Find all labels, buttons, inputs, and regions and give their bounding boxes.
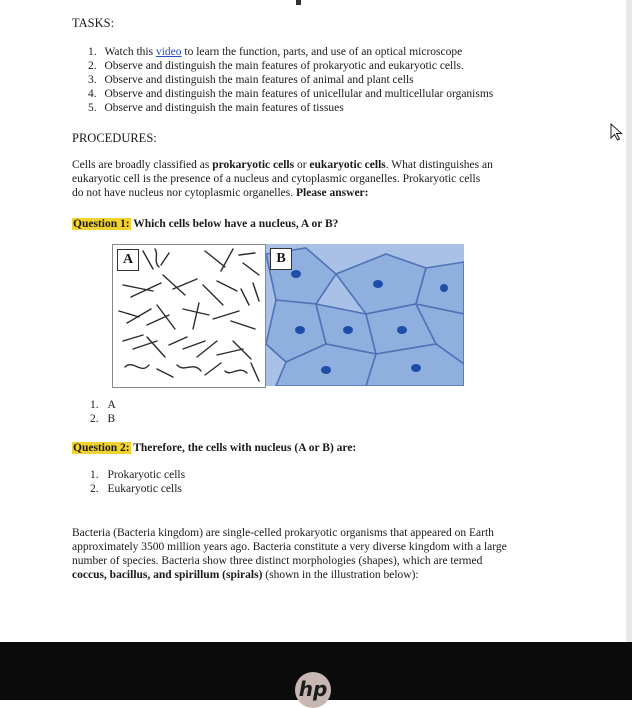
option-text: Eukaryotic cells [107,483,182,495]
task-text: to learn the function, parts, and use of an optical microscope [181,46,463,58]
question-2-text: Therefore, the cells with nucleus (A or B) are: [130,442,357,454]
task-text: Observe and distinguish the main features of unicellular and multicellular organisms [104,88,494,100]
task-item-4 [88,87,493,101]
bacteria-shapes: coccus, bacillus, and spirillum (spirals) [72,569,263,581]
procedures-line-1 [72,158,493,172]
question-1-text: Which cells below have a nucleus, A or B? [130,218,339,230]
question-2-option-1[interactable] [90,468,185,482]
bacteria-line-2: approximately 3500 million years ago. Bacteria constitute a very diverse kingdom with a large [72,541,507,553]
task-text: Watch this [104,46,156,58]
body-text: Cells are broadly classified as [72,159,213,171]
image-b-label: B [270,248,292,270]
question-1 [72,217,338,231]
prokaryotic-cells-image [112,244,266,388]
option-number: 2. [90,483,99,495]
question-1-option-1[interactable] [90,398,116,412]
question-1-label: Question 1: [73,218,130,230]
epithelial-cells-drawing [266,244,464,386]
mouse-pointer-icon [610,123,624,141]
task-item-2 [88,59,464,73]
task-item-3 [88,73,414,87]
window-edge [626,0,632,642]
body-text: (shown in the illustration below): [262,569,419,581]
task-number: 4. [88,88,97,100]
body-text: or [294,159,310,171]
task-number: 5. [88,102,97,114]
bacteria-line-1: Bacteria (Bacteria kingdom) are single-celled prokaryotic organisms that appeared on Earth [72,527,494,539]
question-2-label: Question 2: [73,442,130,454]
task-item-5 [88,101,344,115]
body-text: . What distinguishes an [385,159,493,171]
please-answer: Please answer: [295,187,369,199]
task-text: Observe and distinguish the main features of prokaryotic and eukaryotic cells. [104,60,464,72]
question-2 [72,441,356,455]
task-number: 3. [88,74,97,86]
question-1-option-2[interactable] [90,412,115,426]
video-link[interactable]: video [155,46,182,58]
tasks-heading: TASKS: [72,16,115,30]
procedures-line-2: eukaryotic cell is the presence of a nucleus and cytoplasmic organelles. Prokaryotic cells [72,173,481,185]
option-number: 1. [90,399,99,411]
task-text: Observe and distinguish the main features of tissues [104,102,344,114]
body-text: do not have nucleus nor cytoplasmic organelles. [72,187,296,199]
bacteria-line-3: number of species. Bacteria show three distinct morphologies (shapes), which are termed [72,555,483,567]
term-eukaryotic: eukaryotic cells [309,159,386,171]
hp-logo: hp [295,672,331,708]
task-number: 2. [88,60,97,72]
option-text: B [107,413,116,425]
procedures-line-3 [72,186,368,200]
term-prokaryotic: prokaryotic cells [212,159,295,171]
question-2-option-2[interactable] [90,482,182,496]
top-mark [296,0,301,5]
image-a-label: A [117,249,139,271]
option-text: A [107,399,116,411]
procedures-heading: PROCEDURES: [72,131,157,145]
task-item-1 [88,45,462,59]
option-number: 1. [90,469,99,481]
option-text: Prokaryotic cells [107,469,186,481]
eukaryotic-cells-image [266,244,464,386]
task-number: 1. [88,46,97,58]
task-text: Observe and distinguish the main features of animal and plant cells [104,74,414,86]
bacteria-line-4 [72,568,419,582]
option-number: 2. [90,413,99,425]
